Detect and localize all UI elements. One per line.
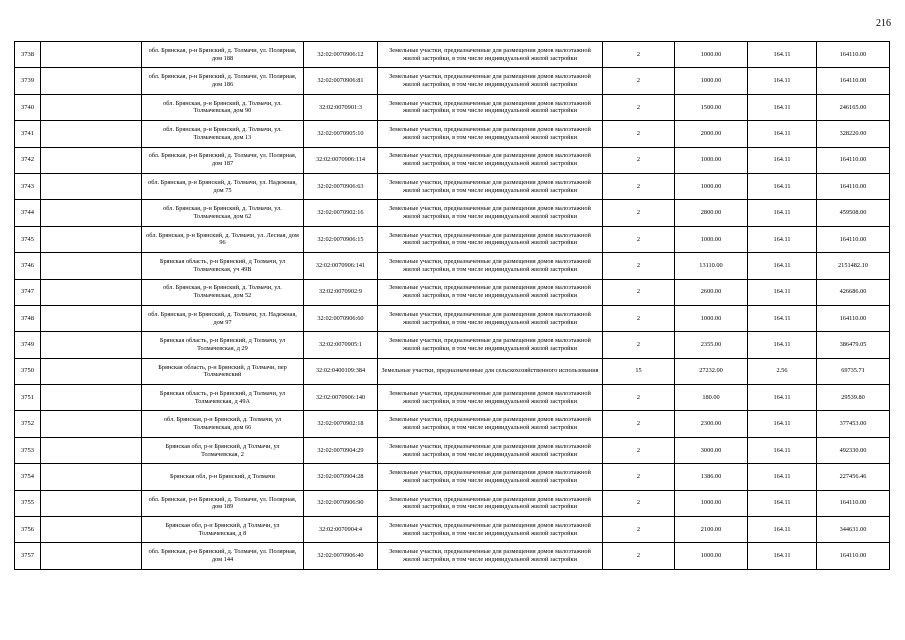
address-cell: обл. Брянская, р-н Брянский, д. Толмачи, ул. Лесная, дом 96	[142, 226, 304, 252]
permitted-use-cell: Земельные участки, предназначенные для размещения домов малоэтажной жилой застройки, в том числе индивидуальной жилой застройки	[378, 94, 603, 120]
blank-cell	[41, 385, 142, 411]
cadastral-number-cell: 32:02:0070902:9	[304, 279, 378, 305]
table-row	[15, 305, 890, 331]
area-cell: 2000.00	[675, 121, 748, 147]
cadastral-number-cell: 32:02:0070906:60	[304, 305, 378, 331]
specific-value-cell: 164.11	[748, 305, 817, 331]
permitted-use-cell: Земельные участки, предназначенные для размещения домов малоэтажной жилой застройки, в том числе индивидуальной жилой застройки	[378, 279, 603, 305]
area-cell: 180.00	[675, 385, 748, 411]
cadastral-number-cell: 32:02:0070906:114	[304, 147, 378, 173]
area-cell: 1500.00	[675, 94, 748, 120]
blank-cell	[41, 147, 142, 173]
specific-value-cell: 164.11	[748, 226, 817, 252]
group-cell: 2	[603, 147, 675, 173]
record-number-cell: 3741	[15, 121, 41, 147]
table-row	[15, 437, 890, 463]
address-cell: обл. Брянская, р-н Брянский, д. Толмачи, ул. Толмачевская, дом 13	[142, 121, 304, 147]
blank-cell	[41, 490, 142, 516]
area-cell: 1386.00	[675, 464, 748, 490]
area-cell: 2600.00	[675, 279, 748, 305]
address-cell: Брянская область, р-н Брянский, д Толмачи, пер Толмачевский	[142, 358, 304, 384]
group-cell: 2	[603, 305, 675, 331]
cadastral-value-cell: 459508.00	[817, 200, 890, 226]
permitted-use-cell: Земельные участки, предназначенные для размещения домов малоэтажной жилой застройки, в том числе индивидуальной жилой застройки	[378, 226, 603, 252]
group-cell: 2	[603, 253, 675, 279]
specific-value-cell: 164.11	[748, 543, 817, 569]
specific-value-cell: 2.56	[748, 358, 817, 384]
table-row	[15, 411, 890, 437]
group-cell: 15	[603, 358, 675, 384]
specific-value-cell: 164.11	[748, 517, 817, 543]
group-cell: 2	[603, 279, 675, 305]
area-cell: 1000.00	[675, 147, 748, 173]
group-cell: 2	[603, 121, 675, 147]
record-number-cell: 3740	[15, 94, 41, 120]
specific-value-cell: 164.11	[748, 68, 817, 94]
specific-value-cell: 164.11	[748, 332, 817, 358]
group-cell: 2	[603, 94, 675, 120]
cadastral-number-cell: 32:02:0070906:40	[304, 543, 378, 569]
table-row	[15, 490, 890, 516]
cadastral-value-cell: 164110.00	[817, 305, 890, 331]
permitted-use-cell: Земельные участки, предназначенные для размещения домов малоэтажной жилой застройки, в том числе индивидуальной жилой застройки	[378, 68, 603, 94]
address-cell: обл. Брянская, р-н Брянский, д. Толмачи, ул. Толмачевская, дом 52	[142, 279, 304, 305]
table-row	[15, 173, 890, 199]
blank-cell	[41, 94, 142, 120]
record-number-cell: 3743	[15, 173, 41, 199]
permitted-use-cell: Земельные участки, предназначенные для сельскохозяйственного использования	[378, 358, 603, 384]
specific-value-cell: 164.11	[748, 385, 817, 411]
area-cell: 1000.00	[675, 68, 748, 94]
table-row	[15, 68, 890, 94]
specific-value-cell: 164.11	[748, 437, 817, 463]
area-cell: 1000.00	[675, 305, 748, 331]
permitted-use-cell: Земельные участки, предназначенные для размещения домов малоэтажной жилой застройки, в том числе индивидуальной жилой застройки	[378, 332, 603, 358]
cadastral-number-cell: 32:02:0400109:384	[304, 358, 378, 384]
group-cell: 2	[603, 517, 675, 543]
permitted-use-cell: Земельные участки, предназначенные для размещения домов малоэтажной жилой застройки, в том числе индивидуальной жилой застройки	[378, 173, 603, 199]
cadastral-number-cell: 32:02:0070906:140	[304, 385, 378, 411]
blank-cell	[41, 358, 142, 384]
address-cell: Брянская обл, р-н Брянский, д Толмачи	[142, 464, 304, 490]
permitted-use-cell: Земельные участки, предназначенные для размещения домов малоэтажной жилой застройки, в том числе индивидуальной жилой застройки	[378, 490, 603, 516]
table-row	[15, 358, 890, 384]
area-cell: 13110.00	[675, 253, 748, 279]
table-row	[15, 332, 890, 358]
permitted-use-cell: Земельные участки, предназначенные для размещения домов малоэтажной жилой застройки, в том числе индивидуальной жилой застройки	[378, 147, 603, 173]
specific-value-cell: 164.11	[748, 411, 817, 437]
permitted-use-cell: Земельные участки, предназначенные для размещения домов малоэтажной жилой застройки, в том числе индивидуальной жилой застройки	[378, 464, 603, 490]
record-number-cell: 3748	[15, 305, 41, 331]
area-cell: 1000.00	[675, 226, 748, 252]
record-number-cell: 3745	[15, 226, 41, 252]
blank-cell	[41, 279, 142, 305]
cadastral-number-cell: 32:02:0070906:90	[304, 490, 378, 516]
cadastral-number-cell: 32:02:0070904:29	[304, 437, 378, 463]
area-cell: 3000.00	[675, 437, 748, 463]
address-cell: обл. Брянская, р-н Брянский, д. Толмачи, ул. Полярная, дом 188	[142, 42, 304, 68]
table-row	[15, 517, 890, 543]
record-number-cell: 3755	[15, 490, 41, 516]
cadastral-value-cell: 386479.05	[817, 332, 890, 358]
cadastral-number-cell: 32:02:0070906:63	[304, 173, 378, 199]
address-cell: обл. Брянская, р-н Брянский, д. Толмачи, ул Толмачевская, дом 66	[142, 411, 304, 437]
record-number-cell: 3744	[15, 200, 41, 226]
blank-cell	[41, 200, 142, 226]
cadastral-value-cell: 164110.00	[817, 226, 890, 252]
table-row	[15, 279, 890, 305]
group-cell: 2	[603, 173, 675, 199]
specific-value-cell: 164.11	[748, 147, 817, 173]
group-cell: 2	[603, 226, 675, 252]
record-number-cell: 3738	[15, 42, 41, 68]
area-cell: 2300.00	[675, 411, 748, 437]
table-row	[15, 543, 890, 569]
cadastral-value-cell: 377453.00	[817, 411, 890, 437]
record-number-cell: 3750	[15, 358, 41, 384]
area-cell: 2355.00	[675, 332, 748, 358]
address-cell: Брянская обл, р-н Брянский, д Толмачи, ул Толмачевская, д 8	[142, 517, 304, 543]
address-cell: обл. Брянская, р-н Брянский, д. Толмачи, ул. Полярная, дом 144	[142, 543, 304, 569]
area-cell: 27232.00	[675, 358, 748, 384]
cadastral-number-cell: 32:02:0070901:3	[304, 94, 378, 120]
cadastral-number-cell: 32:02:0070905:10	[304, 121, 378, 147]
cadastral-number-cell: 32:02:0070905:1	[304, 332, 378, 358]
group-cell: 2	[603, 490, 675, 516]
address-cell: обл. Брянская, р-н Брянский, д. Толмачи, ул. Надежная, дом 75	[142, 173, 304, 199]
record-number-cell: 3746	[15, 253, 41, 279]
cadastral-number-cell: 32:02:0070904:4	[304, 517, 378, 543]
record-number-cell: 3752	[15, 411, 41, 437]
table-row	[15, 94, 890, 120]
table-row	[15, 464, 890, 490]
address-cell: обл. Брянская, р-н Брянский, д. Толмачи, ул. Полярная, дом 189	[142, 490, 304, 516]
specific-value-cell: 164.11	[748, 464, 817, 490]
registry-body	[15, 42, 890, 570]
permitted-use-cell: Земельные участки, предназначенные для размещения домов малоэтажной жилой застройки, в том числе индивидуальной жилой застройки	[378, 543, 603, 569]
permitted-use-cell: Земельные участки, предназначенные для размещения домов малоэтажной жилой застройки, в том числе индивидуальной жилой застройки	[378, 517, 603, 543]
permitted-use-cell: Земельные участки, предназначенные для размещения домов малоэтажной жилой застройки, в том числе индивидуальной жилой застройки	[378, 411, 603, 437]
address-cell: обл. Брянская, р-н Брянский, д. Толмачи, ул. Толмачевская, дом 90	[142, 94, 304, 120]
specific-value-cell: 164.11	[748, 200, 817, 226]
area-cell: 2100.00	[675, 517, 748, 543]
specific-value-cell: 164.11	[748, 490, 817, 516]
blank-cell	[41, 543, 142, 569]
specific-value-cell: 164.11	[748, 173, 817, 199]
cadastral-value-cell: 164110.00	[817, 490, 890, 516]
blank-cell	[41, 226, 142, 252]
cadastral-value-cell: 246165.00	[817, 94, 890, 120]
blank-cell	[41, 332, 142, 358]
table-row	[15, 147, 890, 173]
cadastral-value-cell: 164110.00	[817, 42, 890, 68]
table-row	[15, 42, 890, 68]
cadastral-value-cell: 328220.00	[817, 121, 890, 147]
permitted-use-cell: Земельные участки, предназначенные для размещения домов малоэтажной жилой застройки, в том числе индивидуальной жилой застройки	[378, 385, 603, 411]
record-number-cell: 3749	[15, 332, 41, 358]
address-cell: Брянская область, р-н Брянский, д Толмачи, ул Толмачевская, д 29	[142, 332, 304, 358]
address-cell: обл. Брянская, р-н Брянский, д. Толмачи, ул. Полярная, дом 187	[142, 147, 304, 173]
blank-cell	[41, 121, 142, 147]
specific-value-cell: 164.11	[748, 279, 817, 305]
table-row	[15, 121, 890, 147]
cadastral-number-cell: 32:02:0070906:12	[304, 42, 378, 68]
blank-cell	[41, 411, 142, 437]
record-number-cell: 3747	[15, 279, 41, 305]
address-cell: Брянская область, р-н Брянский, д Толмачи, ул Толмачевская, д 49А	[142, 385, 304, 411]
table-row	[15, 200, 890, 226]
group-cell: 2	[603, 385, 675, 411]
cadastral-number-cell: 32:02:0070906:81	[304, 68, 378, 94]
record-number-cell: 3739	[15, 68, 41, 94]
table-row	[15, 253, 890, 279]
specific-value-cell: 164.11	[748, 121, 817, 147]
permitted-use-cell: Земельные участки, предназначенные для размещения домов малоэтажной жилой застройки, в том числе индивидуальной жилой застройки	[378, 121, 603, 147]
cadastral-value-cell: 164110.00	[817, 147, 890, 173]
blank-cell	[41, 68, 142, 94]
land-plot-registry-table	[14, 41, 890, 570]
permitted-use-cell: Земельные участки, предназначенные для размещения домов малоэтажной жилой застройки, в том числе индивидуальной жилой застройки	[378, 253, 603, 279]
page-number: 216	[876, 18, 891, 29]
record-number-cell: 3753	[15, 437, 41, 463]
blank-cell	[41, 173, 142, 199]
cadastral-value-cell: 426686.00	[817, 279, 890, 305]
address-cell: Брянская обл, р-н Брянский, д Толмачи, ул Толмачевская, 2	[142, 437, 304, 463]
area-cell: 1000.00	[675, 490, 748, 516]
cadastral-value-cell: 492330.00	[817, 437, 890, 463]
group-cell: 2	[603, 332, 675, 358]
group-cell: 2	[603, 200, 675, 226]
group-cell: 2	[603, 42, 675, 68]
cadastral-value-cell: 344631.00	[817, 517, 890, 543]
area-cell: 1000.00	[675, 42, 748, 68]
address-cell: обл. Брянская, р-н Брянский, д. Толмачи, ул. Надежная, дом 97	[142, 305, 304, 331]
permitted-use-cell: Земельные участки, предназначенные для размещения домов малоэтажной жилой застройки, в том числе индивидуальной жилой застройки	[378, 305, 603, 331]
permitted-use-cell: Земельные участки, предназначенные для размещения домов малоэтажной жилой застройки, в том числе индивидуальной жилой застройки	[378, 437, 603, 463]
record-number-cell: 3742	[15, 147, 41, 173]
record-number-cell: 3754	[15, 464, 41, 490]
cadastral-number-cell: 32:02:0070902:16	[304, 200, 378, 226]
group-cell: 2	[603, 464, 675, 490]
blank-cell	[41, 305, 142, 331]
group-cell: 2	[603, 543, 675, 569]
group-cell: 2	[603, 68, 675, 94]
area-cell: 1000.00	[675, 543, 748, 569]
record-number-cell: 3751	[15, 385, 41, 411]
blank-cell	[41, 517, 142, 543]
specific-value-cell: 164.11	[748, 42, 817, 68]
table-row	[15, 226, 890, 252]
blank-cell	[41, 437, 142, 463]
cadastral-value-cell: 164110.00	[817, 173, 890, 199]
address-cell: Брянская область, р-н Брянский, д Толмачи, ул Толмачевская, уч 49В	[142, 253, 304, 279]
address-cell: обл. Брянская, р-н Брянский, д. Толмачи, ул. Толмачевская, дом 62	[142, 200, 304, 226]
cadastral-value-cell: 69735.71	[817, 358, 890, 384]
cadastral-value-cell: 29539.80	[817, 385, 890, 411]
cadastral-value-cell: 2151482.10	[817, 253, 890, 279]
cadastral-number-cell: 32:02:0070902:18	[304, 411, 378, 437]
cadastral-number-cell: 32:02:0070906:15	[304, 226, 378, 252]
specific-value-cell: 164.11	[748, 253, 817, 279]
area-cell: 1000.00	[675, 173, 748, 199]
cadastral-number-cell: 32:02:0070906:141	[304, 253, 378, 279]
blank-cell	[41, 253, 142, 279]
specific-value-cell: 164.11	[748, 94, 817, 120]
address-cell: обл. Брянская, р-н Брянский, д. Толмачи, ул. Полярная, дом 186	[142, 68, 304, 94]
blank-cell	[41, 464, 142, 490]
permitted-use-cell: Земельные участки, предназначенные для размещения домов малоэтажной жилой застройки, в том числе индивидуальной жилой застройки	[378, 200, 603, 226]
record-number-cell: 3757	[15, 543, 41, 569]
cadastral-value-cell: 227456.46	[817, 464, 890, 490]
record-number-cell: 3756	[15, 517, 41, 543]
cadastral-value-cell: 164110.00	[817, 68, 890, 94]
cadastral-number-cell: 32:02:0070904:28	[304, 464, 378, 490]
permitted-use-cell: Земельные участки, предназначенные для размещения домов малоэтажной жилой застройки, в том числе индивидуальной жилой застройки	[378, 42, 603, 68]
group-cell: 2	[603, 437, 675, 463]
blank-cell	[41, 42, 142, 68]
area-cell: 2800.00	[675, 200, 748, 226]
table-row	[15, 385, 890, 411]
cadastral-value-cell: 164110.00	[817, 543, 890, 569]
group-cell: 2	[603, 411, 675, 437]
